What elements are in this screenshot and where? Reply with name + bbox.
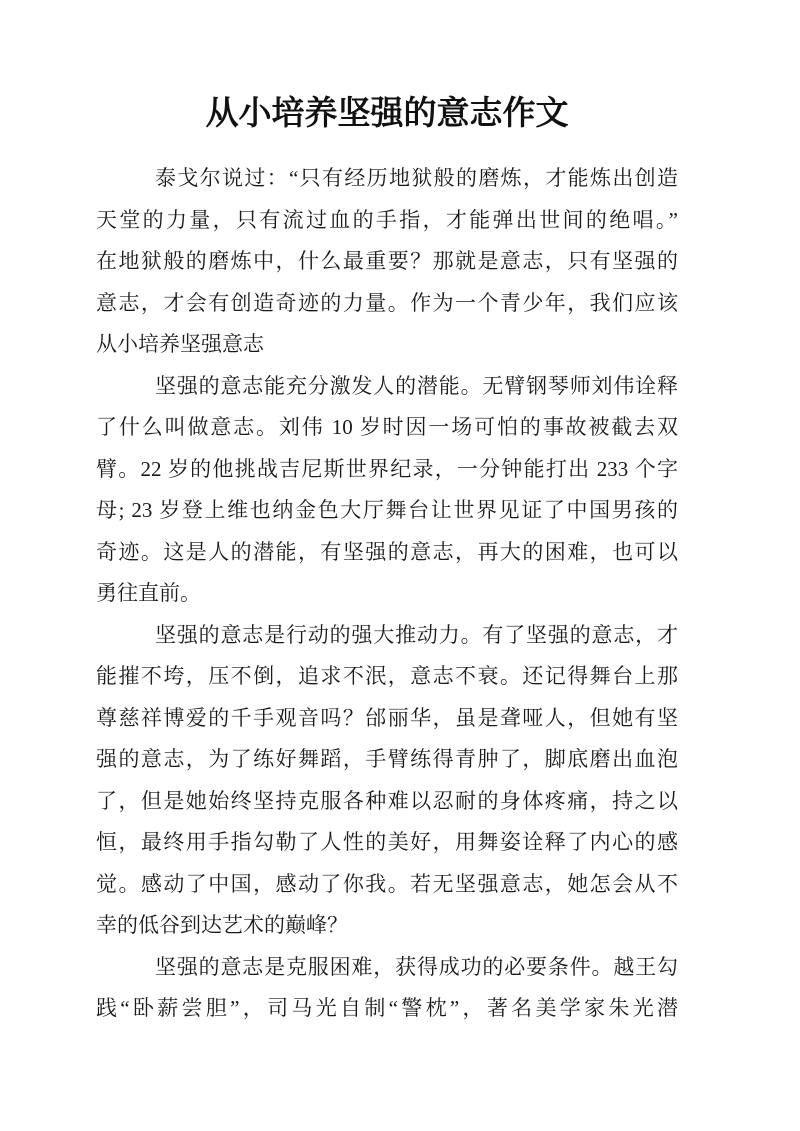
text-line: 觉。感动了中国，感动了你我。若无坚强意志，她怎会从不 <box>96 871 678 896</box>
text-line: 泰戈尔说过：“只有经历地狱般的磨炼，才能炼出创造 <box>155 166 678 190</box>
text-line: 尊慈祥博爱的千手观音吗？邰丽华，虽是聋哑人，但她有坚 <box>96 705 678 730</box>
text-line: 幸的低谷到达艺术的巅峰？ <box>96 913 348 937</box>
paragraph <box>96 366 678 615</box>
text-line: 天堂的力量，只有流过血的手指，才能弹出世间的绝唱。” <box>96 207 678 232</box>
text-line: 在地狱般的磨炼中，什么最重要？那就是意志，只有坚强的 <box>96 249 678 273</box>
paragraph <box>96 947 678 1030</box>
text-line: 强的意志，为了练好舞蹈，手臂练得青肿了，脚底磨出血泡 <box>96 747 678 771</box>
document-body <box>96 158 678 1030</box>
text-line: 奇迹。这是人的潜能，有坚强的意志，再大的困难，也可以 <box>96 539 678 564</box>
text-line: 能摧不垮，压不倒，追求不泯，意志不衰。还记得舞台上那 <box>96 664 678 688</box>
text-line: 坚强的意志是克服困难，获得成功的必要条件。越王勾 <box>155 954 678 979</box>
text-line: 臂。22 岁的他挑战吉尼斯世界纪录，一分钟能打出 233 个字 <box>96 456 678 481</box>
text-line: 恒，最终用手指勾勒了人性的美好，用舞姿诠释了内心的感 <box>96 830 678 854</box>
paragraph <box>96 158 678 366</box>
document-title: 从小培养坚强的意志作文 <box>205 94 569 131</box>
text-line: 意志，才会有创造奇迹的力量。作为一个青少年，我们应该 <box>96 290 678 315</box>
text-line: 勇往直前。 <box>96 581 201 605</box>
text-line: 母; 23 岁登上维也纳金色大厅舞台让世界见证了中国男孩的 <box>96 498 678 522</box>
text-line: 坚强的意志是行动的强大推动力。有了坚强的意志，才 <box>155 622 678 647</box>
text-line: 从小培养坚强意志 <box>96 332 264 356</box>
text-line: 了，但是她始终坚持克服各种难以忍耐的身体疼痛，持之以 <box>96 788 678 813</box>
paragraph <box>96 615 678 947</box>
document-content <box>96 89 678 1030</box>
text-line: 坚强的意志能充分激发人的潜能。无臂钢琴师刘伟诠释 <box>155 373 678 398</box>
text-line: 践“卧薪尝胆”，司马光自制“警枕”，著名美学家朱光潜 <box>96 996 678 1020</box>
text-line: 了什么叫做意志。刘伟 10 岁时因一场可怕的事故被截去双 <box>96 415 678 439</box>
